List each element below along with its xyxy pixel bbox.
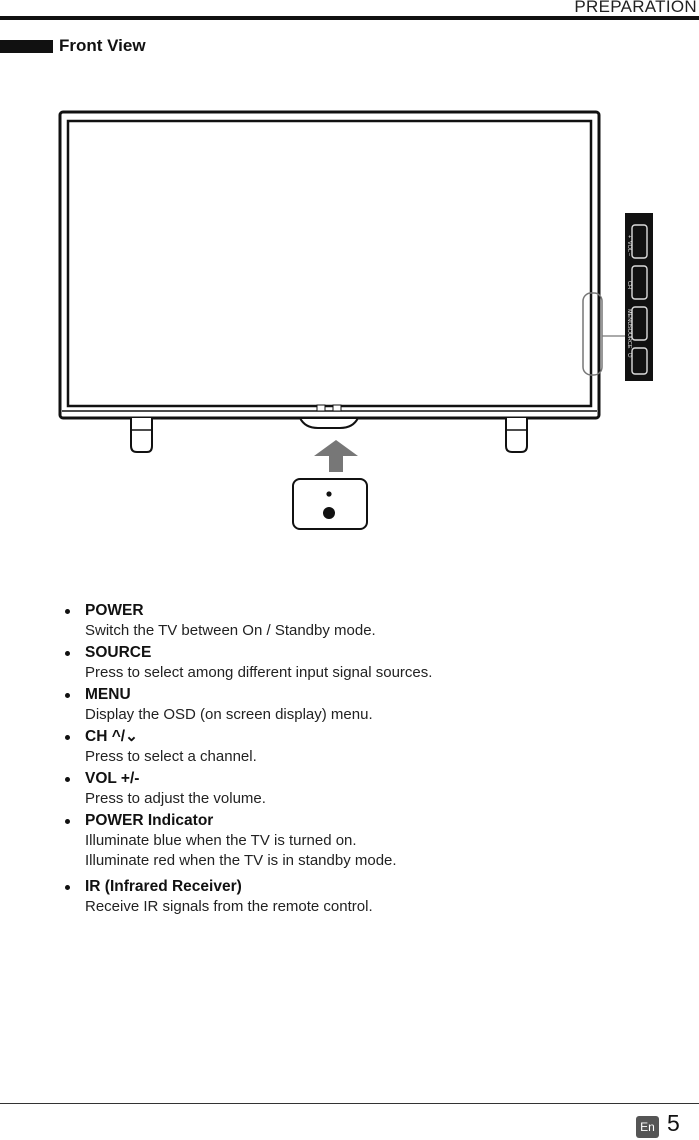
feature-ir [64,877,664,917]
tv-screen [68,121,591,406]
page-number: 5 [667,1110,680,1136]
page-section-header: PREPARATION [574,0,697,16]
section-title: Front View [59,36,146,55]
feature-desc: Illuminate red when the TV is in standby mode. [85,852,397,869]
feature-list [64,601,664,919]
tv-front-view-diagram [0,0,699,560]
power-icon: ⏻ [626,353,632,358]
feature-desc: Switch the TV between On / Standby mode. [85,622,376,639]
indicator-detail-box [293,479,367,529]
bullet-icon [65,693,70,698]
feature-desc: Press to select a channel. [85,748,257,765]
feature-desc: Display the OSD (on screen display) menu. [85,706,373,723]
arrow-up-icon [314,440,358,472]
vol-minus-label: – [626,253,632,257]
feature-title: VOL +/- [85,770,140,787]
menu-label: MENU [626,309,632,326]
bullet-icon [65,885,70,890]
tv-foot-left [131,418,152,452]
feature-vol [64,769,664,809]
ch-label: CH [626,281,632,289]
language-badge: En [636,1116,659,1138]
power-indicator-led [326,491,331,496]
footer-rule [0,1103,699,1104]
bullet-icon [65,777,70,782]
feature-title: POWER Indicator [85,812,214,829]
bullet-icon [65,651,70,656]
feature-desc: Press to adjust the volume. [85,790,266,807]
feature-source [64,643,664,683]
feature-desc: Illuminate blue when the TV is turned on. [85,832,357,849]
feature-ch [64,727,664,767]
bullet-icon [65,735,70,740]
feature-title: MENU [85,686,131,703]
bullet-icon [65,609,70,614]
feature-menu [64,685,664,725]
ir-receiver-dot [323,507,335,519]
vol-label: VOL [626,241,632,253]
side-button-panel [625,213,653,381]
vol-plus-label: + [626,235,632,239]
feature-title: CH ^/⌄ [85,728,139,745]
feature-title: POWER [85,602,144,619]
feature-power-indicator [64,811,664,871]
feature-power [64,601,664,641]
feature-title: IR (Infrared Receiver) [85,878,242,895]
feature-desc: Receive IR signals from the remote control. [85,898,373,915]
feature-title: SOURCE [85,644,152,661]
bullet-icon [65,819,70,824]
tv-foot-right [506,418,527,452]
feature-desc: Press to select among different input signal sources. [85,664,433,681]
ir-module [300,418,358,428]
source-label: SOURCE [626,325,632,349]
